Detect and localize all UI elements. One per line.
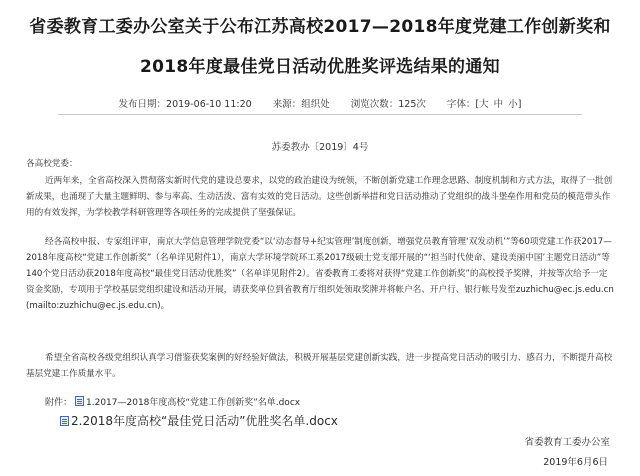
font-large-button[interactable]: [大 [475,99,489,110]
attachment-item-1 [45,395,300,408]
signature-org: 省委教育工委办公室 [524,437,610,448]
font-small-button[interactable]: 小] [508,99,522,110]
source: 来源：组织处 [272,99,330,110]
attachments-label: 附件： [45,398,73,408]
attachment-link-2[interactable]: 2.2018年度高校“最佳党日活动”优胜奖名单.docx [71,414,338,428]
docx-file-icon [75,396,84,406]
docx-file-icon [60,416,69,426]
page-title-line-1: 省委教育工委办公室关于公布江苏高校2017—2018年度党建工作创新奖和 [29,17,611,37]
publish-date: 发布日期：2019-06-10 11:20 [118,99,252,110]
paragraph-1: 近两年来，全省高校深入贯彻落实新时代党的建设总要求，以党的政治建设为统领，不断创新党建工作理念思路、制度机制和方式方法，取得了一批创新成果，也涌现了大量主题鲜明、参与率高、生动活泼、富有实效的党日活动。这些创新举措和党日活动推动了党组织的战斗堡垒作用和党员的模范带头作用的有效发挥，为学校教学科研管理等各项任务的完成提供了坚强保证。 [26,176,613,218]
attachment-item-2 [60,412,338,429]
font-size-control [447,99,522,110]
font-medium-button[interactable]: 中 [493,99,504,110]
article-meta [0,96,640,110]
header-divider [58,114,582,115]
salutation: 各高校党委： [26,159,78,169]
document-number: 苏委教办〔2019〕4号 [271,142,369,153]
signature-date: 2019年6月6日 [543,457,608,468]
view-count: 浏览次数：125次 [350,99,426,110]
attachment-link-1[interactable]: 1.2017—2018年度高校“党建工作创新奖”名单.docx [86,398,301,408]
paragraph-2: 经各高校申报、专家组评审，南京大学信息管理学院党委“以‘动态督导+纪实管理’制度创新，增强党员教育管理‘双发动机’”等60项党建工作获2017—2018年度高校“党建工作创新奖”（名单详见附件1），南京大学环境学院环工系2017级硕士党支部开展的“‘担当时代使命、建设美丽中国’主题党日活动”等140个党日活动获2018年度高校“最佳党日活动优胜奖”（名单详见附件2）。省委教育工委将对获得“党建工作创新奖”的高校授予奖牌，并按等次给予一定资金奖励，专项用于学校基层党组织建设和活动开展，请获奖单位到省教育厅组织处领取奖牌并将帐户名、开户行、银行帐号发至zuzhichu@ec.js.edu.cn (mailto:zuzhichu@ec.js.edu.cn)。 [26,237,614,311]
font-size-label: 字体： [446,99,476,110]
paragraph-3: 希望全省高校各级党组织认真学习借鉴获奖案例的好经验好做法，积极开展基层党建创新实践，进一步提高党日活动的吸引力、感召力，不断提升高校基层党建工作质量水平。 [26,353,613,379]
page-title-line-2: 2018年度最佳党日活动优胜奖评选结果的通知 [140,57,500,77]
